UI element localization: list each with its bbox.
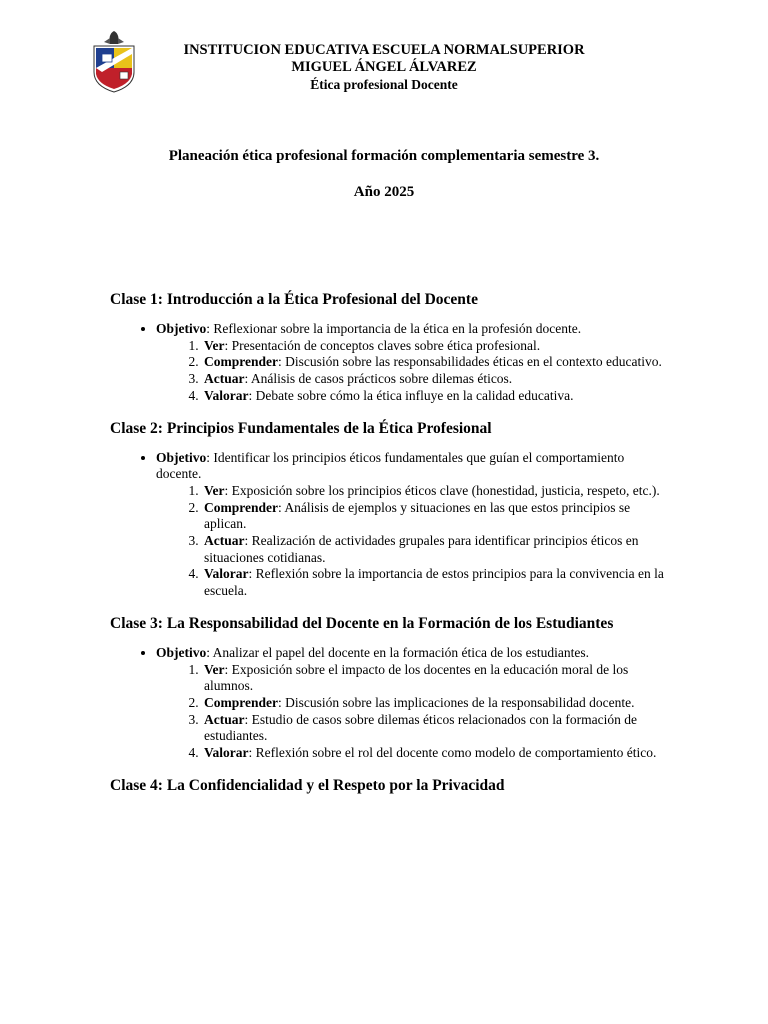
- step-item: [202, 712, 670, 745]
- step-text: : Análisis de ejemplos y situaciones en las que estos principios se aplican.: [204, 499, 631, 532]
- step-item: [202, 483, 670, 500]
- class-heading: Clase 4: La Confidencialidad y el Respeto por la Privacidad: [110, 776, 505, 794]
- objective-text: : Analizar el papel del docente en la formación ética de los estudiantes.: [206, 644, 589, 660]
- step-label: Comprender: [204, 354, 278, 370]
- institution-header: [0, 42, 768, 93]
- objective-item: [156, 450, 670, 600]
- lesson-plan: [110, 290, 670, 807]
- step-label: Comprender: [204, 694, 278, 710]
- step-item: [202, 354, 670, 371]
- objective-item: [156, 321, 670, 405]
- step-label: Actuar: [204, 371, 245, 387]
- objective-list: [110, 450, 670, 600]
- step-label: Valorar: [204, 745, 249, 761]
- step-label: Comprender: [204, 499, 278, 515]
- step-label: Actuar: [204, 533, 245, 549]
- objective-label: Objetivo: [156, 321, 207, 336]
- institution-name-line2: MIGUEL ÁNGEL ÁLVAREZ: [291, 59, 477, 75]
- objective-item: [156, 645, 670, 762]
- step-item: [202, 745, 670, 762]
- step-item: [202, 662, 670, 695]
- step-text: : Reflexión sobre la importancia de estos principios para la convivencia en la escuela.: [204, 566, 664, 599]
- step-text: : Realización de actividades grupales para identificar principios éticos en situaciones cotidianas.: [204, 533, 639, 565]
- document-year: Año 2025: [353, 184, 415, 200]
- step-label: Ver: [204, 482, 225, 498]
- class-heading: Clase 3: La Responsabilidad del Docente en la Formación de los Estudiantes: [110, 614, 614, 632]
- objective-list: [110, 645, 670, 762]
- step-text: : Debate sobre cómo la ética influye en la calidad educativa.: [248, 387, 574, 403]
- objective-label: Objetivo: [156, 449, 207, 465]
- document-title: Planeación ética profesional formación complementaria semestre 3.: [168, 148, 600, 164]
- objective-label: Objetivo: [156, 644, 207, 660]
- steps-list: [156, 338, 670, 405]
- step-label: Valorar: [204, 387, 249, 403]
- step-item: [202, 533, 670, 566]
- step-text: : Presentación de conceptos claves sobre ética profesional.: [224, 337, 541, 353]
- step-item: [202, 500, 670, 533]
- step-text: : Discusión sobre las responsabilidades éticas en el contexto educativo.: [278, 354, 662, 370]
- class-heading: Clase 1: Introducción a la Ética Profesional del Docente: [110, 291, 478, 308]
- step-text: : Exposición sobre los principios éticos clave (honestidad, justicia, respeto, etc.).: [224, 482, 660, 498]
- course-name: Ética profesional Docente: [310, 77, 458, 92]
- step-label: Actuar: [204, 711, 245, 727]
- objective-list: [110, 321, 670, 405]
- step-label: Ver: [204, 337, 225, 353]
- step-item: [202, 388, 670, 405]
- steps-list: [156, 483, 670, 600]
- step-label: Valorar: [204, 566, 249, 582]
- step-text: : Exposición sobre el impacto de los docentes en la educación moral de los alumnos.: [204, 661, 629, 694]
- institution-name-line1: INSTITUCION EDUCATIVA ESCUELA NORMALSUPERIOR: [183, 42, 585, 58]
- step-text: : Reflexión sobre el rol del docente como modelo de comportamiento ético.: [248, 745, 657, 761]
- steps-list: [156, 662, 670, 762]
- objective-text: : Reflexionar sobre la importancia de la ética en la profesión docente.: [206, 321, 582, 336]
- step-item: [202, 338, 670, 355]
- class-heading: Clase 2: Principios Fundamentales de la Ética Profesional: [110, 419, 492, 437]
- step-label: Ver: [204, 661, 225, 677]
- step-text: : Análisis de casos prácticos sobre dilemas éticos.: [244, 371, 513, 387]
- step-item: [202, 695, 670, 712]
- objective-text: : Identificar los principios éticos fundamentales que guían el comportamiento docente.: [156, 449, 625, 482]
- step-text: : Discusión sobre las implicaciones de la responsabilidad docente.: [278, 694, 635, 710]
- step-item: [202, 371, 670, 388]
- step-item: [202, 566, 670, 599]
- step-text: : Estudio de casos sobre dilemas éticos relacionados con la formación de estudiantes.: [204, 711, 638, 744]
